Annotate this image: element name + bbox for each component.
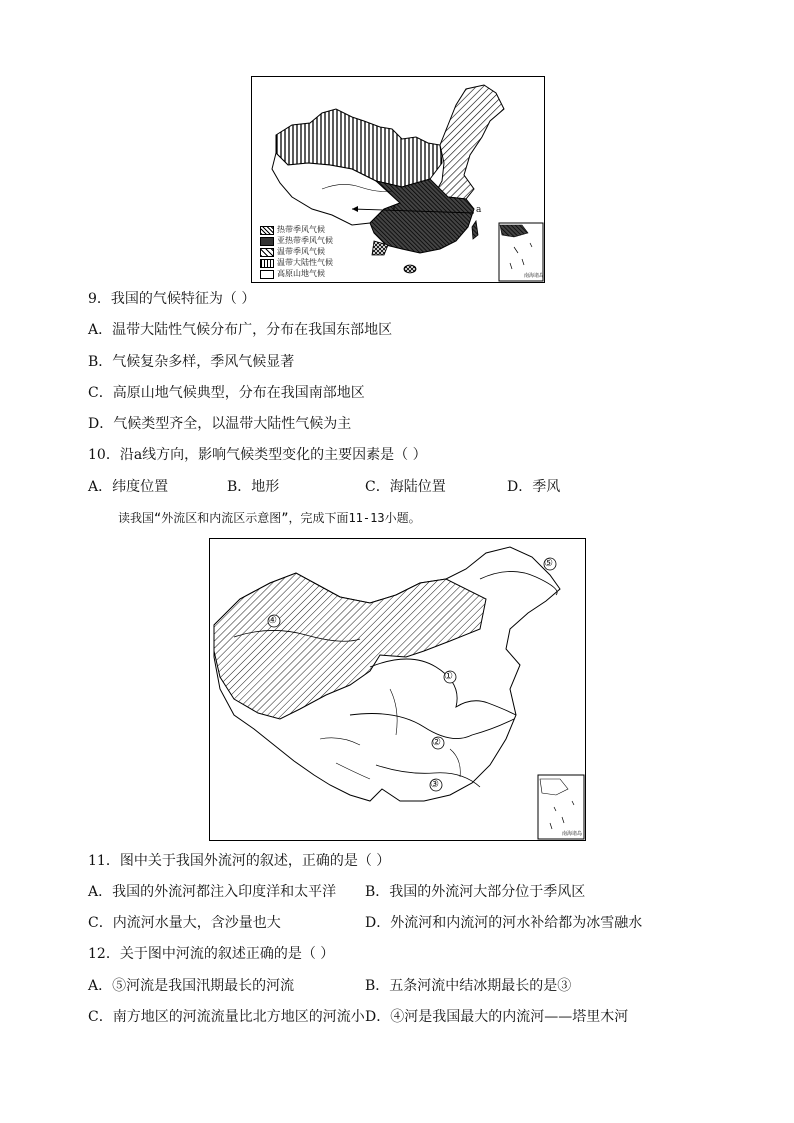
q12-option-c[interactable]: C．南方地区的河流流量比北方地区的河流小 <box>88 1009 365 1025</box>
arrow-a-label: a <box>476 205 482 215</box>
swatch-dense <box>260 237 274 246</box>
legend-label: 亚热带季风气候 <box>277 236 333 245</box>
q11-option-b[interactable]: B．我国的外流河大部分位于季风区 <box>365 884 586 900</box>
marker-label-4: ④ <box>268 615 277 626</box>
legend-item-plateau <box>260 269 325 279</box>
legend-item-tropical <box>260 225 325 235</box>
legend-item-temperate-continental <box>260 258 333 268</box>
section-intro: 读我国“外流区和内流区示意图”，完成下面11-13小题。 <box>118 511 421 525</box>
q9-option-b[interactable]: B．气候复杂多样，季风气候显著 <box>88 354 295 370</box>
q11-option-a[interactable]: A．我国的外流河都注入印度洋和太平洋 <box>88 884 337 900</box>
swatch-crosshatch <box>260 226 274 235</box>
q12-stem: 12．关于图中河流的叙述正确的是（ ） <box>88 946 335 962</box>
q9-stem: 9．我国的气候特征为（ ） <box>88 291 256 307</box>
climate-map-figure <box>251 76 545 283</box>
q10-option-d[interactable]: D．季风 <box>507 479 561 495</box>
region-temperate-monsoon <box>434 85 504 199</box>
swatch-diagonal <box>260 248 274 257</box>
q11-option-d[interactable]: D．外流河和内流河的河水补给都为冰雪融水 <box>365 915 643 931</box>
q12-option-b[interactable]: B．五条河流中结冰期最长的是③ <box>365 978 572 994</box>
q12-option-a[interactable]: A．⑤河流是我国汛期最长的河流 <box>88 978 295 994</box>
q10-option-b[interactable]: B．地形 <box>227 479 280 495</box>
q10-option-c[interactable]: C．海陆位置 <box>365 479 446 495</box>
inset-caption: 南海诸岛 <box>562 831 583 837</box>
legend-label: 温带季风气候 <box>277 247 325 256</box>
hainan-island <box>404 265 416 273</box>
marker-label-3: ③ <box>430 779 439 790</box>
q11-option-c[interactable]: C．内流河水量大，含沙量也大 <box>88 915 281 931</box>
swatch-vertical <box>260 259 274 268</box>
taiwan-island <box>472 221 478 239</box>
legend-item-temperate-monsoon <box>260 247 325 257</box>
legend-label: 高原山地气候 <box>277 269 325 278</box>
marker-label-2: ② <box>432 737 441 748</box>
q9-option-c[interactable]: C．高原山地气候典型，分布在我国南部地区 <box>88 385 365 401</box>
marker-label-5: ⑤ <box>544 558 553 569</box>
drainage-map <box>210 539 585 840</box>
legend-item-subtropical <box>260 236 333 246</box>
q9-option-d[interactable]: D．气候类型齐全，以温带大陆性气候为主 <box>88 416 352 432</box>
inset-frame <box>538 775 584 839</box>
legend-label: 温带大陆性气候 <box>277 258 333 267</box>
drainage-map-figure <box>209 538 586 841</box>
swatch-blank <box>260 270 274 279</box>
q12-option-d[interactable]: D．④河是我国最大的内流河——塔里木河 <box>365 1009 629 1025</box>
q11-stem: 11．图中关于我国外流河的叙述，正确的是（ ） <box>88 853 391 869</box>
q10-stem: 10．沿a线方向，影响气候类型变化的主要因素是（ ） <box>88 447 427 463</box>
q10-option-a[interactable]: A．纬度位置 <box>88 479 169 495</box>
legend-label: 热带季风气候 <box>277 225 325 234</box>
marker-label-1: ① <box>444 671 453 682</box>
inset-caption: 南海诸岛 <box>524 273 545 279</box>
q9-option-a[interactable]: A．温带大陆性气候分布广，分布在我国东部地区 <box>88 322 393 338</box>
